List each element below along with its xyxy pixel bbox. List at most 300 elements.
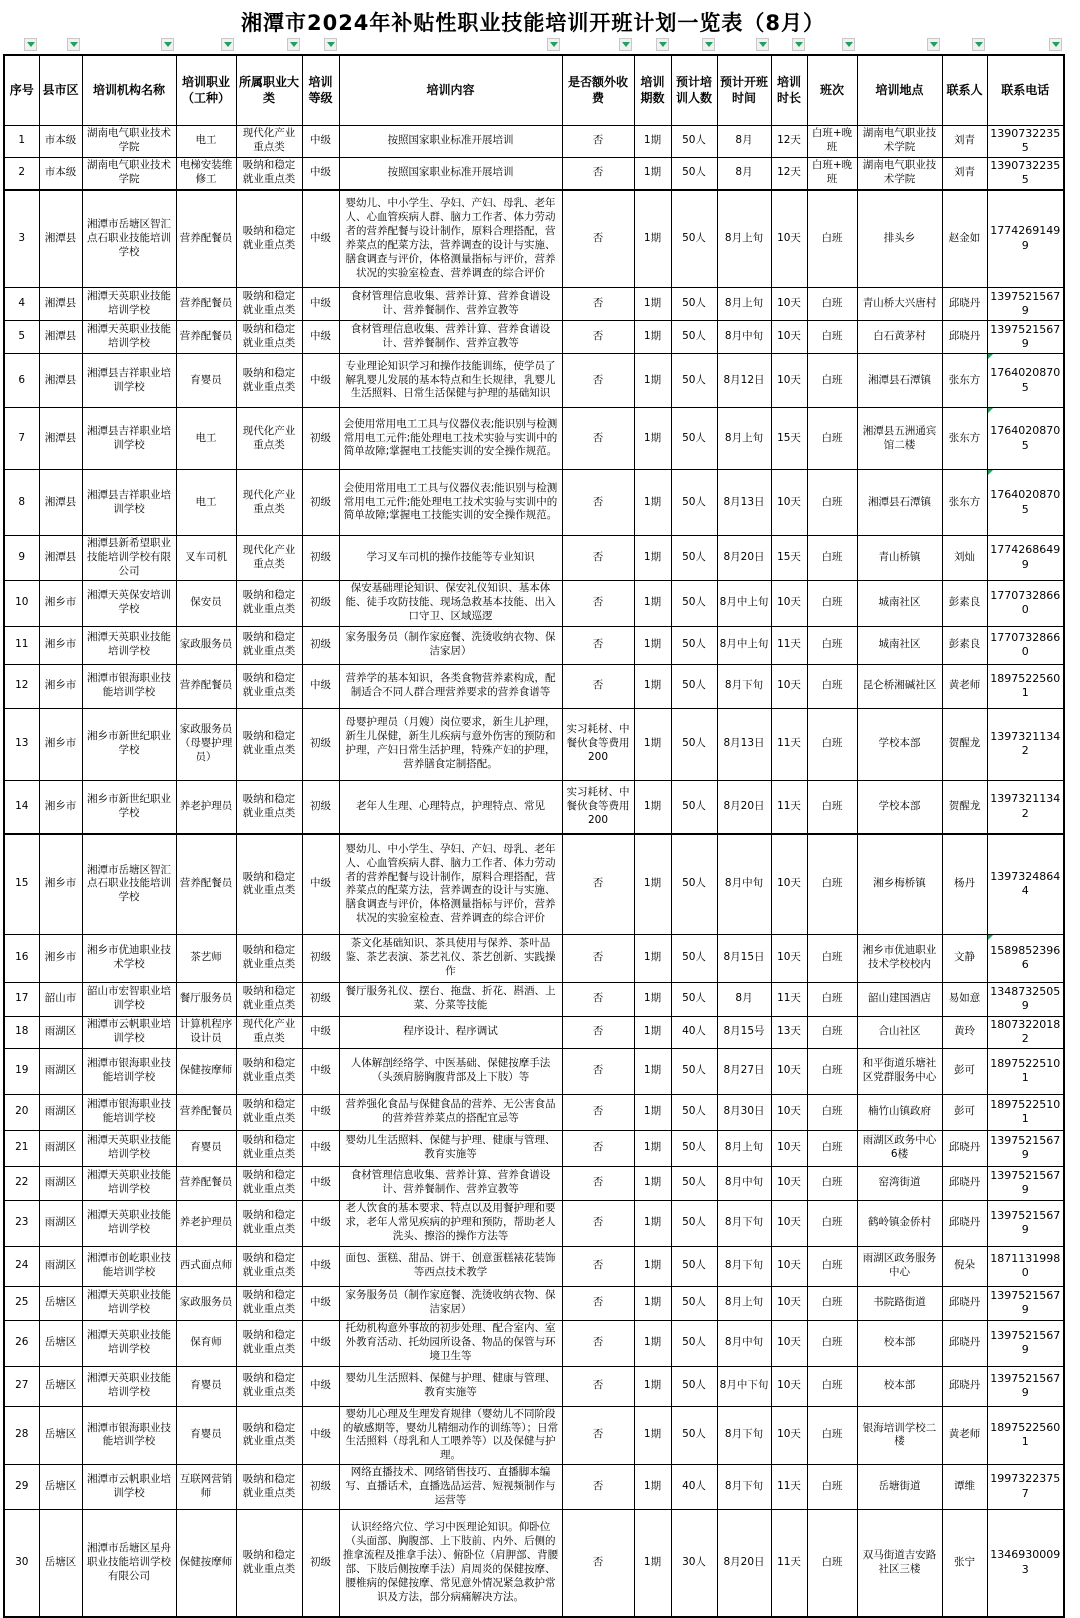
column-header-district[interactable]: 县市区	[39, 55, 82, 125]
cell-institution[interactable]: 湖南电气职业技术学院	[82, 157, 176, 190]
cell-contact[interactable]: 张东方	[942, 408, 987, 470]
cell-shift[interactable]: 白班	[807, 982, 857, 1016]
cell-location[interactable]: 雨湖区政务中心6楼	[857, 1130, 942, 1166]
filter-dropdown-icon[interactable]	[619, 38, 632, 51]
cell-contact[interactable]: 刘青	[942, 125, 987, 157]
cell-trainees[interactable]: 50人	[671, 354, 717, 408]
cell-category[interactable]: 吸纳和稳定就业重点类	[236, 664, 302, 708]
cell-phone[interactable]: 13975215679	[987, 288, 1064, 321]
cell-district[interactable]: 湘潭县	[39, 536, 82, 581]
cell-institution[interactable]: 湘潭市岳塘区智汇点石职业技能培训学校	[82, 834, 176, 934]
cell-location[interactable]: 岳塘街道	[857, 1465, 942, 1510]
cell-institution[interactable]: 湘潭市云帆职业培训学校	[82, 1016, 176, 1048]
cell-shift[interactable]: 白班	[807, 1048, 857, 1094]
cell-level[interactable]: 中级	[302, 354, 339, 408]
cell-periods[interactable]: 1期	[634, 470, 671, 536]
cell-occupation[interactable]: 营养配餐员	[176, 321, 236, 354]
cell-location[interactable]: 和平街道乐塘社区党群服务中心	[857, 1048, 942, 1094]
cell-contact[interactable]: 易如意	[942, 982, 987, 1016]
cell-category[interactable]: 吸纳和稳定就业重点类	[236, 1048, 302, 1094]
cell-institution[interactable]: 湘潭天英职业技能培训学校	[82, 1166, 176, 1200]
filter-dropdown-icon[interactable]	[547, 38, 560, 51]
cell-start-time[interactable]: 8月中旬	[717, 1166, 771, 1200]
cell-level[interactable]: 中级	[302, 1406, 339, 1464]
cell-district[interactable]: 湘乡市	[39, 580, 82, 626]
cell-content[interactable]: 人体解剖经络学、中医基础、保健按摩手法（头颈肩膀胸腹背部及上下肢）等	[339, 1048, 562, 1094]
cell-phone[interactable]: 17640208705	[987, 470, 1064, 536]
cell-seq[interactable]: 9	[4, 536, 39, 581]
cell-institution[interactable]: 湘潭市岳塘区星舟职业技能培训学校有限公司	[82, 1509, 176, 1617]
cell-occupation[interactable]: 餐厅服务员	[176, 982, 236, 1016]
cell-content[interactable]: 会使用常用电工工具与仪器仪表;能识别与检测常用电工元件;能处理电工技术实验与实训中的简单故障;掌握电工技能实训的安全操作规范。	[339, 408, 562, 470]
cell-phone[interactable]: 13975215679	[987, 1130, 1064, 1166]
column-header-periods[interactable]: 培训期数	[634, 55, 671, 125]
cell-location[interactable]: 湘乡市优迪职业技术学校校内	[857, 934, 942, 982]
cell-duration[interactable]: 10天	[771, 1366, 807, 1406]
cell-level[interactable]: 中级	[302, 288, 339, 321]
cell-duration[interactable]: 10天	[771, 354, 807, 408]
cell-district[interactable]: 雨湖区	[39, 1016, 82, 1048]
cell-category[interactable]: 吸纳和稳定就业重点类	[236, 708, 302, 780]
cell-shift[interactable]: 白班	[807, 470, 857, 536]
cell-level[interactable]: 初级	[302, 982, 339, 1016]
cell-start-time[interactable]: 8月上旬	[717, 1286, 771, 1320]
cell-extra-fee[interactable]: 否	[562, 321, 634, 354]
cell-district[interactable]: 湘潭县	[39, 354, 82, 408]
cell-extra-fee[interactable]: 否	[562, 1166, 634, 1200]
cell-contact[interactable]: 彭可	[942, 1094, 987, 1130]
cell-category[interactable]: 现代化产业重点类	[236, 470, 302, 536]
cell-trainees[interactable]: 50人	[671, 1366, 717, 1406]
cell-level[interactable]: 中级	[302, 834, 339, 934]
cell-duration[interactable]: 10天	[771, 1094, 807, 1130]
cell-extra-fee[interactable]: 否	[562, 626, 634, 664]
cell-category[interactable]: 吸纳和稳定就业重点类	[236, 626, 302, 664]
cell-shift[interactable]: 白班	[807, 834, 857, 934]
cell-institution[interactable]: 湘潭县吉祥职业培训学校	[82, 408, 176, 470]
cell-seq[interactable]: 28	[4, 1406, 39, 1464]
cell-category[interactable]: 吸纳和稳定就业重点类	[236, 934, 302, 982]
cell-location[interactable]: 昆仑桥湘碱社区	[857, 664, 942, 708]
cell-category[interactable]: 吸纳和稳定就业重点类	[236, 288, 302, 321]
cell-periods[interactable]: 1期	[634, 1246, 671, 1286]
cell-occupation[interactable]: 营养配餐员	[176, 288, 236, 321]
cell-location[interactable]: 湘乡梅桥镇	[857, 834, 942, 934]
cell-category[interactable]: 吸纳和稳定就业重点类	[236, 190, 302, 288]
cell-extra-fee[interactable]: 否	[562, 1286, 634, 1320]
cell-district[interactable]: 湘乡市	[39, 780, 82, 834]
cell-extra-fee[interactable]: 否	[562, 190, 634, 288]
cell-duration[interactable]: 10天	[771, 190, 807, 288]
column-header-category[interactable]: 所属职业大类	[236, 55, 302, 125]
cell-level[interactable]: 初级	[302, 536, 339, 581]
cell-location[interactable]: 韶山建国酒店	[857, 982, 942, 1016]
cell-district[interactable]: 湘乡市	[39, 664, 82, 708]
cell-institution[interactable]: 湘乡市优迪职业技术学校	[82, 934, 176, 982]
cell-start-time[interactable]: 8月20日	[717, 536, 771, 581]
cell-phone[interactable]: 19973223757	[987, 1465, 1064, 1510]
column-header-start-time[interactable]: 预计开班时间	[717, 55, 771, 125]
cell-duration[interactable]: 10天	[771, 470, 807, 536]
cell-shift[interactable]: 白班	[807, 1246, 857, 1286]
cell-contact[interactable]: 贺醒龙	[942, 708, 987, 780]
cell-duration[interactable]: 10天	[771, 321, 807, 354]
cell-category[interactable]: 吸纳和稳定就业重点类	[236, 1406, 302, 1464]
cell-periods[interactable]: 1期	[634, 1094, 671, 1130]
cell-location[interactable]: 楠竹山镇政府	[857, 1094, 942, 1130]
cell-seq[interactable]: 3	[4, 190, 39, 288]
cell-category[interactable]: 吸纳和稳定就业重点类	[236, 982, 302, 1016]
cell-extra-fee[interactable]: 否	[562, 1200, 634, 1246]
cell-occupation[interactable]: 互联网营销师	[176, 1465, 236, 1510]
cell-contact[interactable]: 张东方	[942, 354, 987, 408]
cell-location[interactable]: 排头乡	[857, 190, 942, 288]
cell-trainees[interactable]: 50人	[671, 288, 717, 321]
cell-duration[interactable]: 10天	[771, 1200, 807, 1246]
cell-category[interactable]: 吸纳和稳定就业重点类	[236, 1320, 302, 1366]
cell-trainees[interactable]: 50人	[671, 834, 717, 934]
cell-contact[interactable]: 张东方	[942, 470, 987, 536]
cell-location[interactable]: 湖南电气职业技术学院	[857, 125, 942, 157]
cell-shift[interactable]: 白班	[807, 1509, 857, 1617]
cell-contact[interactable]: 邱晓丹	[942, 321, 987, 354]
cell-level[interactable]: 中级	[302, 1200, 339, 1246]
cell-periods[interactable]: 1期	[634, 288, 671, 321]
cell-contact[interactable]: 彭素良	[942, 580, 987, 626]
cell-district[interactable]: 湘潭县	[39, 470, 82, 536]
cell-seq[interactable]: 17	[4, 982, 39, 1016]
cell-duration[interactable]: 11天	[771, 982, 807, 1016]
cell-content[interactable]: 茶文化基础知识、茶具使用与保养、茶叶品鉴、茶艺表演、茶艺礼仪、茶艺创新、实践操作	[339, 934, 562, 982]
cell-contact[interactable]: 彭素良	[942, 626, 987, 664]
cell-shift[interactable]: 白班	[807, 708, 857, 780]
cell-duration[interactable]: 11天	[771, 626, 807, 664]
cell-occupation[interactable]: 家政服务员	[176, 1286, 236, 1320]
cell-periods[interactable]: 1期	[634, 1048, 671, 1094]
cell-district[interactable]: 市本级	[39, 125, 82, 157]
cell-extra-fee[interactable]: 否	[562, 664, 634, 708]
cell-institution[interactable]: 湘潭市银海职业技能培训学校	[82, 1094, 176, 1130]
cell-extra-fee[interactable]: 否	[562, 982, 634, 1016]
cell-location[interactable]: 湘潭县石潭镇	[857, 354, 942, 408]
cell-phone[interactable]: 17742686499	[987, 536, 1064, 581]
cell-shift[interactable]: 白班	[807, 1366, 857, 1406]
cell-seq[interactable]: 25	[4, 1286, 39, 1320]
cell-seq[interactable]: 23	[4, 1200, 39, 1246]
cell-start-time[interactable]: 8月中旬	[717, 1320, 771, 1366]
cell-content[interactable]: 食材管理信息收集、营养计算、营养食谱设计、营养餐制作、营养宣教等	[339, 321, 562, 354]
cell-category[interactable]: 吸纳和稳定就业重点类	[236, 1200, 302, 1246]
cell-content[interactable]: 婴幼儿心理及生理发育规律（婴幼儿不同阶段的敏感期等，婴幼儿精细动作的训练等）；日常生活照料（母乳和人工喂养等）以及保健与护理。	[339, 1406, 562, 1464]
cell-district[interactable]: 岳塘区	[39, 1320, 82, 1366]
cell-content[interactable]: 认识经络穴位、学习中医理论知识。仰卧位（头面部、胸腹部、上下肢前、内外、后侧的推拿流程及推拿手法）、俯卧位（肩胛部、背腰部、下肢后侧按摩手法）肩周炎的保健按摩、腰椎病的保健按摩、常见意外情况紧急救护常识及方法，部分病痛解决方法。	[339, 1509, 562, 1617]
cell-category[interactable]: 吸纳和稳定就业重点类	[236, 157, 302, 190]
cell-category[interactable]: 吸纳和稳定就业重点类	[236, 580, 302, 626]
cell-start-time[interactable]: 8月上旬	[717, 190, 771, 288]
column-header-phone[interactable]: 联系电话	[987, 55, 1064, 125]
cell-content[interactable]: 家务服务员（制作家庭餐、洗烫收纳衣物、保洁家居）	[339, 1286, 562, 1320]
cell-shift[interactable]: 白班	[807, 626, 857, 664]
cell-shift[interactable]: 白班	[807, 190, 857, 288]
cell-category[interactable]: 现代化产业重点类	[236, 1016, 302, 1048]
cell-institution[interactable]: 湘潭天英职业技能培训学校	[82, 1286, 176, 1320]
cell-extra-fee[interactable]: 否	[562, 354, 634, 408]
cell-trainees[interactable]: 50人	[671, 536, 717, 581]
cell-phone[interactable]: 13487325059	[987, 982, 1064, 1016]
cell-start-time[interactable]: 8月	[717, 125, 771, 157]
cell-shift[interactable]: 白班	[807, 934, 857, 982]
cell-start-time[interactable]: 8月下旬	[717, 1246, 771, 1286]
cell-duration[interactable]: 11天	[771, 708, 807, 780]
cell-district[interactable]: 雨湖区	[39, 1200, 82, 1246]
cell-shift[interactable]: 白班	[807, 1320, 857, 1366]
cell-district[interactable]: 雨湖区	[39, 1166, 82, 1200]
cell-shift[interactable]: 白班	[807, 321, 857, 354]
cell-district[interactable]: 湘潭县	[39, 190, 82, 288]
cell-content[interactable]: 按照国家职业标准开展培训	[339, 157, 562, 190]
cell-content[interactable]: 食材管理信息收集、营养计算、营养食谱设计、营养餐制作、营养宣教等	[339, 288, 562, 321]
cell-start-time[interactable]: 8月15号	[717, 1016, 771, 1048]
cell-duration[interactable]: 15天	[771, 536, 807, 581]
cell-level[interactable]: 初级	[302, 626, 339, 664]
cell-contact[interactable]: 谭维	[942, 1465, 987, 1510]
cell-start-time[interactable]: 8月	[717, 982, 771, 1016]
cell-level[interactable]: 中级	[302, 1246, 339, 1286]
cell-periods[interactable]: 1期	[634, 708, 671, 780]
cell-extra-fee[interactable]: 否	[562, 1465, 634, 1510]
cell-occupation[interactable]: 电工	[176, 408, 236, 470]
cell-level[interactable]: 中级	[302, 1016, 339, 1048]
cell-occupation[interactable]: 保育师	[176, 1320, 236, 1366]
cell-occupation[interactable]: 养老护理员	[176, 1200, 236, 1246]
cell-periods[interactable]: 1期	[634, 1016, 671, 1048]
cell-shift[interactable]: 白班	[807, 1406, 857, 1464]
filter-dropdown-icon[interactable]	[927, 38, 940, 51]
cell-shift[interactable]: 白班	[807, 354, 857, 408]
cell-category[interactable]: 吸纳和稳定就业重点类	[236, 1130, 302, 1166]
cell-district[interactable]: 韶山市	[39, 982, 82, 1016]
cell-contact[interactable]: 赵金如	[942, 190, 987, 288]
cell-phone[interactable]: 17742691499	[987, 190, 1064, 288]
cell-category[interactable]: 吸纳和稳定就业重点类	[236, 1366, 302, 1406]
cell-content[interactable]: 学习叉车司机的操作技能等专业知识	[339, 536, 562, 581]
column-header-content[interactable]: 培训内容	[339, 55, 562, 125]
cell-duration[interactable]: 10天	[771, 834, 807, 934]
cell-extra-fee[interactable]: 否	[562, 1246, 634, 1286]
cell-start-time[interactable]: 8月下旬	[717, 1200, 771, 1246]
cell-occupation[interactable]: 电工	[176, 125, 236, 157]
cell-category[interactable]: 现代化产业重点类	[236, 125, 302, 157]
cell-start-time[interactable]: 8月20日	[717, 780, 771, 834]
cell-trainees[interactable]: 50人	[671, 780, 717, 834]
cell-contact[interactable]: 刘灿	[942, 536, 987, 581]
cell-duration[interactable]: 11天	[771, 1509, 807, 1617]
cell-contact[interactable]: 张宁	[942, 1509, 987, 1617]
filter-dropdown-icon[interactable]	[287, 38, 300, 51]
cell-location[interactable]: 校本部	[857, 1320, 942, 1366]
filter-dropdown-icon[interactable]	[756, 38, 769, 51]
filter-dropdown-icon[interactable]	[972, 38, 985, 51]
cell-occupation[interactable]: 家政服务员（母婴护理员）	[176, 708, 236, 780]
cell-periods[interactable]: 1期	[634, 1320, 671, 1366]
cell-institution[interactable]: 湘潭天英职业技能培训学校	[82, 626, 176, 664]
cell-phone[interactable]: 13973211342	[987, 708, 1064, 780]
cell-start-time[interactable]: 8月中旬	[717, 321, 771, 354]
cell-shift[interactable]: 白班	[807, 664, 857, 708]
cell-institution[interactable]: 湘潭天英职业技能培训学校	[82, 321, 176, 354]
cell-location[interactable]: 白石黄茅村	[857, 321, 942, 354]
cell-start-time[interactable]: 8月30日	[717, 1094, 771, 1130]
cell-content[interactable]: 老年人生理、心理特点，护理特点、常见	[339, 780, 562, 834]
cell-phone[interactable]: 13975215679	[987, 1366, 1064, 1406]
cell-shift[interactable]: 白班	[807, 580, 857, 626]
cell-start-time[interactable]: 8月中上旬	[717, 580, 771, 626]
cell-extra-fee[interactable]: 否	[562, 125, 634, 157]
cell-institution[interactable]: 韶山市宏智职业培训学校	[82, 982, 176, 1016]
cell-occupation[interactable]: 计算机程序设计员	[176, 1016, 236, 1048]
cell-extra-fee[interactable]: 否	[562, 536, 634, 581]
cell-trainees[interactable]: 50人	[671, 708, 717, 780]
cell-periods[interactable]: 1期	[634, 190, 671, 288]
cell-phone[interactable]: 13469300093	[987, 1509, 1064, 1617]
cell-content[interactable]: 营养强化食品与保健食品的营养、无公害食品的营养营养菜点的搭配宜忌等	[339, 1094, 562, 1130]
filter-dropdown-icon[interactable]	[161, 38, 174, 51]
cell-seq[interactable]: 22	[4, 1166, 39, 1200]
cell-content[interactable]: 营养学的基本知识，各类食物营养素构成，配制适合不同人群合理营养要求的营养食谱等	[339, 664, 562, 708]
cell-location[interactable]: 双马街道吉安路社区三楼	[857, 1509, 942, 1617]
cell-duration[interactable]: 10天	[771, 1246, 807, 1286]
cell-duration[interactable]: 13天	[771, 1016, 807, 1048]
column-header-shift[interactable]: 班次	[807, 55, 857, 125]
cell-duration[interactable]: 12天	[771, 125, 807, 157]
cell-seq[interactable]: 8	[4, 470, 39, 536]
cell-duration[interactable]: 10天	[771, 934, 807, 982]
cell-content[interactable]: 婴幼儿生活照料、保健与护理、健康与管理、教育实施等	[339, 1130, 562, 1166]
cell-trainees[interactable]: 50人	[671, 934, 717, 982]
cell-trainees[interactable]: 40人	[671, 1016, 717, 1048]
cell-extra-fee[interactable]: 否	[562, 580, 634, 626]
cell-phone[interactable]: 17707328660	[987, 626, 1064, 664]
cell-district[interactable]: 雨湖区	[39, 1094, 82, 1130]
cell-level[interactable]: 中级	[302, 1130, 339, 1166]
cell-occupation[interactable]: 育婴员	[176, 1130, 236, 1166]
cell-occupation[interactable]: 保健按摩师	[176, 1509, 236, 1617]
cell-contact[interactable]: 文静	[942, 934, 987, 982]
cell-phone[interactable]: 18073220182	[987, 1016, 1064, 1048]
column-header-extra-fee[interactable]: 是否额外收费	[562, 55, 634, 125]
filter-dropdown-icon[interactable]	[67, 38, 80, 51]
cell-duration[interactable]: 10天	[771, 1130, 807, 1166]
cell-periods[interactable]: 1期	[634, 1130, 671, 1166]
cell-duration[interactable]: 10天	[771, 664, 807, 708]
cell-trainees[interactable]: 50人	[671, 1094, 717, 1130]
cell-seq[interactable]: 19	[4, 1048, 39, 1094]
cell-institution[interactable]: 湘潭天英保安培训学校	[82, 580, 176, 626]
cell-institution[interactable]: 湖南电气职业技术学院	[82, 125, 176, 157]
cell-institution[interactable]: 湘潭天英职业技能培训学校	[82, 288, 176, 321]
cell-periods[interactable]: 1期	[634, 157, 671, 190]
cell-periods[interactable]: 1期	[634, 408, 671, 470]
column-header-contact[interactable]: 联系人	[942, 55, 987, 125]
cell-seq[interactable]: 30	[4, 1509, 39, 1617]
cell-shift[interactable]: 白班	[807, 536, 857, 581]
cell-extra-fee[interactable]: 实习耗材、中餐伙食等费用200	[562, 780, 634, 834]
cell-district[interactable]: 岳塘区	[39, 1406, 82, 1464]
cell-phone[interactable]: 13973211342	[987, 780, 1064, 834]
cell-seq[interactable]: 1	[4, 125, 39, 157]
cell-location[interactable]: 城南社区	[857, 580, 942, 626]
cell-periods[interactable]: 1期	[634, 1509, 671, 1617]
cell-seq[interactable]: 4	[4, 288, 39, 321]
cell-phone[interactable]: 15898523966	[987, 934, 1064, 982]
cell-level[interactable]: 中级	[302, 1366, 339, 1406]
cell-level[interactable]: 中级	[302, 157, 339, 190]
cell-content[interactable]: 托幼机构意外事故的初步处理、配合室内、室外教育活动、托幼园所设备、物品的保管与环境卫生等	[339, 1320, 562, 1366]
filter-dropdown-icon[interactable]	[221, 38, 234, 51]
cell-phone[interactable]: 18975225101	[987, 1048, 1064, 1094]
cell-level[interactable]: 初级	[302, 934, 339, 982]
cell-institution[interactable]: 湘潭市云帆职业培训学校	[82, 1465, 176, 1510]
filter-dropdown-icon[interactable]	[842, 38, 855, 51]
cell-seq[interactable]: 24	[4, 1246, 39, 1286]
cell-extra-fee[interactable]: 否	[562, 1016, 634, 1048]
cell-level[interactable]: 中级	[302, 1048, 339, 1094]
cell-seq[interactable]: 21	[4, 1130, 39, 1166]
cell-contact[interactable]: 彭可	[942, 1048, 987, 1094]
cell-start-time[interactable]: 8月27日	[717, 1048, 771, 1094]
cell-seq[interactable]: 18	[4, 1016, 39, 1048]
cell-level[interactable]: 中级	[302, 664, 339, 708]
cell-extra-fee[interactable]: 否	[562, 157, 634, 190]
cell-phone[interactable]: 17707328660	[987, 580, 1064, 626]
cell-periods[interactable]: 1期	[634, 1286, 671, 1320]
filter-dropdown-icon[interactable]	[324, 38, 337, 51]
cell-duration[interactable]: 10天	[771, 1048, 807, 1094]
cell-seq[interactable]: 20	[4, 1094, 39, 1130]
filter-dropdown-icon[interactable]	[656, 38, 669, 51]
cell-occupation[interactable]: 育婴员	[176, 354, 236, 408]
cell-phone[interactable]: 13975215679	[987, 1320, 1064, 1366]
cell-shift[interactable]: 白班	[807, 1200, 857, 1246]
cell-seq[interactable]: 15	[4, 834, 39, 934]
cell-category[interactable]: 吸纳和稳定就业重点类	[236, 1286, 302, 1320]
cell-category[interactable]: 吸纳和稳定就业重点类	[236, 1465, 302, 1510]
cell-level[interactable]: 中级	[302, 1286, 339, 1320]
cell-periods[interactable]: 1期	[634, 780, 671, 834]
cell-content[interactable]: 婴幼儿、中小学生、孕妇、产妇、母乳、老年人、心血管疾病人群、脑力工作者、体力劳动者的营养配餐与设计制作，原料合理搭配，营养菜点的配菜方法，营养调查的设计与实施、膳食调查与评价，体格测量指标与评价，营养状况的实验室检查、营养调查的综合评价	[339, 834, 562, 934]
cell-content[interactable]: 婴幼儿生活照料、保健与护理、健康与管理、教育实施等	[339, 1366, 562, 1406]
cell-start-time[interactable]: 8月13日	[717, 708, 771, 780]
cell-trainees[interactable]: 50人	[671, 664, 717, 708]
cell-start-time[interactable]: 8月下旬	[717, 1465, 771, 1510]
cell-phone[interactable]: 13907322355	[987, 157, 1064, 190]
cell-level[interactable]: 中级	[302, 125, 339, 157]
cell-start-time[interactable]: 8月上旬	[717, 288, 771, 321]
cell-periods[interactable]: 1期	[634, 580, 671, 626]
filter-dropdown-icon[interactable]	[792, 38, 805, 51]
cell-periods[interactable]: 1期	[634, 1465, 671, 1510]
cell-periods[interactable]: 1期	[634, 626, 671, 664]
cell-location[interactable]: 雨湖区政务服务中心	[857, 1246, 942, 1286]
cell-extra-fee[interactable]: 否	[562, 934, 634, 982]
cell-trainees[interactable]: 50人	[671, 626, 717, 664]
cell-start-time[interactable]: 8月12日	[717, 354, 771, 408]
cell-level[interactable]: 初级	[302, 580, 339, 626]
cell-contact[interactable]: 邱晓丹	[942, 1130, 987, 1166]
cell-district[interactable]: 湘潭县	[39, 321, 82, 354]
cell-extra-fee[interactable]: 否	[562, 1320, 634, 1366]
cell-shift[interactable]: 白班	[807, 1166, 857, 1200]
